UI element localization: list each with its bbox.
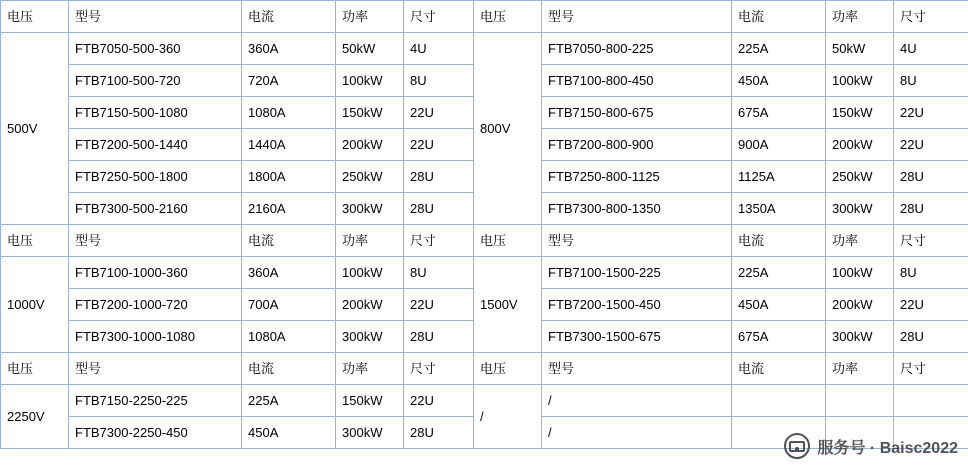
cell-power: 100kW	[826, 257, 894, 289]
cell-current: 450A	[732, 65, 826, 97]
cell-current: 2160A	[242, 193, 336, 225]
header-model-right: 型号	[542, 1, 732, 33]
cell-model: FTB7300-2250-450	[69, 417, 242, 449]
cell-power	[826, 417, 894, 449]
header-current-right: 电流	[732, 353, 826, 385]
header-voltage-left: 电压	[1, 225, 69, 257]
cell-model: FTB7150-800-675	[542, 97, 732, 129]
cell-size: 28U	[404, 193, 474, 225]
header-size-left: 尺寸	[404, 353, 474, 385]
cell-power: 50kW	[336, 33, 404, 65]
cell-size: 22U	[404, 385, 474, 417]
cell-model: FTB7150-500-1080	[69, 97, 242, 129]
cell-power: 150kW	[826, 97, 894, 129]
header-current-left: 电流	[242, 225, 336, 257]
cell-current: 225A	[732, 33, 826, 65]
cell-model: FTB7300-1000-1080	[69, 321, 242, 353]
cell-model: FTB7200-800-900	[542, 129, 732, 161]
cell-current: 1080A	[242, 321, 336, 353]
cell-current: 360A	[242, 257, 336, 289]
cell-size: 28U	[404, 321, 474, 353]
header-model-left: 型号	[69, 1, 242, 33]
voltage-group-1500v: 1500V	[474, 257, 542, 353]
header-model-right: 型号	[542, 225, 732, 257]
header-power-left: 功率	[336, 353, 404, 385]
cell-size: 8U	[894, 257, 968, 289]
cell-power: 200kW	[336, 129, 404, 161]
cell-power: 100kW	[336, 65, 404, 97]
table-header-row	[1, 1, 968, 33]
cell-model: FTB7300-500-2160	[69, 193, 242, 225]
header-size-right: 尺寸	[894, 225, 968, 257]
table-row	[1, 385, 968, 417]
cell-current	[732, 417, 826, 449]
header-size-right: 尺寸	[894, 353, 968, 385]
header-power-right: 功率	[826, 353, 894, 385]
header-current-left: 电流	[242, 1, 336, 33]
cell-size: 8U	[894, 65, 968, 97]
cell-power: 200kW	[826, 129, 894, 161]
cell-size: 8U	[404, 257, 474, 289]
cell-model: FTB7100-1500-225	[542, 257, 732, 289]
cell-model: FTB7050-800-225	[542, 33, 732, 65]
cell-current: 1080A	[242, 97, 336, 129]
cell-current: 700A	[242, 289, 336, 321]
cell-size: 8U	[404, 65, 474, 97]
cell-model: FTB7250-500-1800	[69, 161, 242, 193]
cell-size: 4U	[404, 33, 474, 65]
cell-power: 300kW	[336, 417, 404, 449]
cell-power	[826, 385, 894, 417]
header-power-right: 功率	[826, 225, 894, 257]
cell-size: 28U	[894, 161, 968, 193]
cell-size	[894, 385, 968, 417]
voltage-group-1000v: 1000V	[1, 257, 69, 353]
cell-current: 360A	[242, 33, 336, 65]
cell-current: 450A	[732, 289, 826, 321]
header-power-right: 功率	[826, 1, 894, 33]
cell-power: 150kW	[336, 385, 404, 417]
cell-model: FTB7050-500-360	[69, 33, 242, 65]
cell-power: 300kW	[826, 193, 894, 225]
cell-current: 900A	[732, 129, 826, 161]
cell-size: 22U	[404, 289, 474, 321]
cell-size: 28U	[894, 193, 968, 225]
cell-size	[894, 417, 968, 449]
voltage-group-2250v: 2250V	[1, 385, 69, 449]
cell-power: 100kW	[336, 257, 404, 289]
cell-power: 100kW	[826, 65, 894, 97]
cell-model: /	[542, 417, 732, 449]
cell-model: /	[542, 385, 732, 417]
cell-current: 675A	[732, 97, 826, 129]
cell-size: 4U	[894, 33, 968, 65]
cell-size: 22U	[894, 129, 968, 161]
cell-current: 1440A	[242, 129, 336, 161]
cell-power: 300kW	[336, 193, 404, 225]
header-voltage-left: 电压	[1, 1, 69, 33]
cell-power: 300kW	[336, 321, 404, 353]
cell-size: 22U	[894, 289, 968, 321]
cell-model: FTB7300-1500-675	[542, 321, 732, 353]
cell-size: 22U	[404, 129, 474, 161]
cell-size: 28U	[404, 161, 474, 193]
header-voltage-right: 电压	[474, 225, 542, 257]
cell-model: FTB7300-800-1350	[542, 193, 732, 225]
cell-model: FTB7200-1500-450	[542, 289, 732, 321]
cell-model: FTB7150-2250-225	[69, 385, 242, 417]
cell-current: 1800A	[242, 161, 336, 193]
cell-power: 250kW	[826, 161, 894, 193]
cell-current: 450A	[242, 417, 336, 449]
cell-model: FTB7100-1000-360	[69, 257, 242, 289]
table-header-row	[1, 225, 968, 257]
cell-current: 225A	[732, 257, 826, 289]
cell-model: FTB7100-800-450	[542, 65, 732, 97]
cell-size: 28U	[894, 321, 968, 353]
table-row	[1, 257, 968, 289]
watermark-text: 服务号 · Baisc2022	[817, 439, 958, 457]
cell-model: FTB7200-500-1440	[69, 129, 242, 161]
header-model-right: 型号	[542, 353, 732, 385]
voltage-group-500v: 500V	[1, 33, 69, 225]
cell-model: FTB7100-500-720	[69, 65, 242, 97]
cell-size: 28U	[404, 417, 474, 449]
header-size-left: 尺寸	[404, 1, 474, 33]
table-header-row	[1, 353, 968, 385]
cell-power: 300kW	[826, 321, 894, 353]
cell-current: 720A	[242, 65, 336, 97]
cell-model: FTB7200-1000-720	[69, 289, 242, 321]
header-model-left: 型号	[69, 353, 242, 385]
header-model-left: 型号	[69, 225, 242, 257]
header-current-right: 电流	[732, 225, 826, 257]
cell-power: 200kW	[826, 289, 894, 321]
header-power-left: 功率	[336, 225, 404, 257]
cell-current: 1350A	[732, 193, 826, 225]
header-voltage-right: 电压	[474, 353, 542, 385]
cell-power: 150kW	[336, 97, 404, 129]
cell-current: 675A	[732, 321, 826, 353]
voltage-group-empty: /	[474, 385, 542, 449]
header-voltage-left: 电压	[1, 353, 69, 385]
header-size-left: 尺寸	[404, 225, 474, 257]
cell-model: FTB7250-800-1125	[542, 161, 732, 193]
table-row	[1, 33, 968, 65]
cell-power: 200kW	[336, 289, 404, 321]
cell-current: 225A	[242, 385, 336, 417]
cell-power: 50kW	[826, 33, 894, 65]
cell-current	[732, 385, 826, 417]
cell-size: 22U	[894, 97, 968, 129]
header-size-right: 尺寸	[894, 1, 968, 33]
cell-size: 22U	[404, 97, 474, 129]
header-current-right: 电流	[732, 1, 826, 33]
cell-current: 1125A	[732, 161, 826, 193]
header-voltage-right: 电压	[474, 1, 542, 33]
header-power-left: 功率	[336, 1, 404, 33]
voltage-group-800v: 800V	[474, 33, 542, 225]
cell-power: 250kW	[336, 161, 404, 193]
header-current-left: 电流	[242, 353, 336, 385]
